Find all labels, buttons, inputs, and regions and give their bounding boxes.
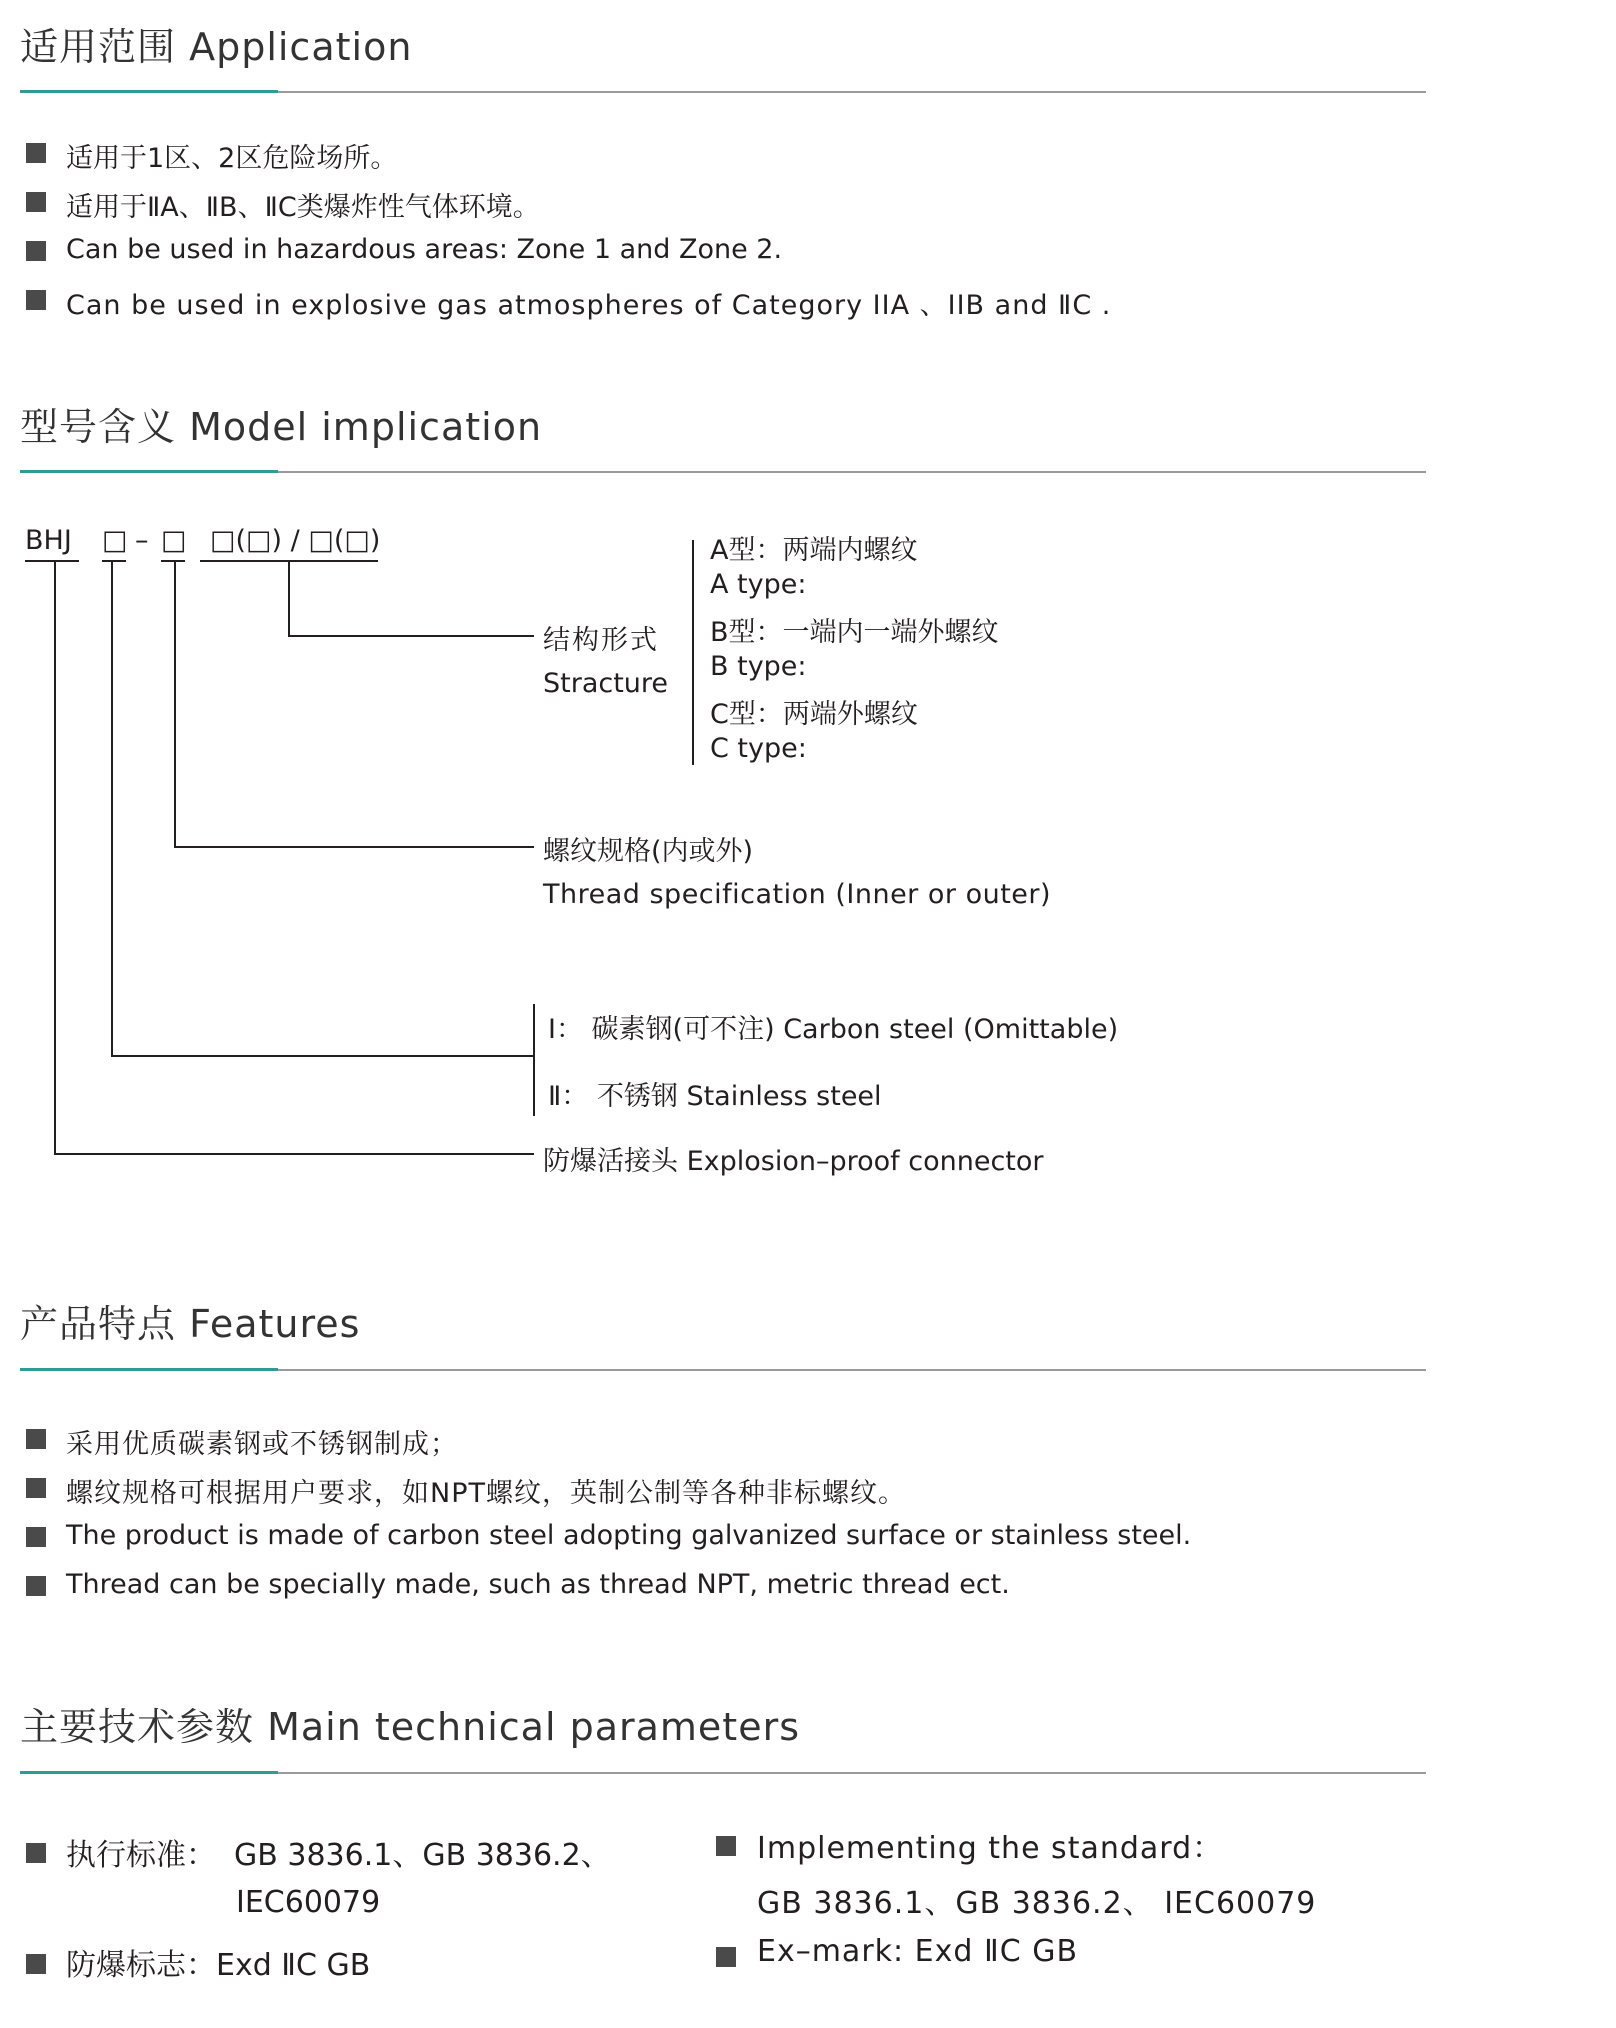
connector-line: [111, 562, 113, 1056]
bullet-icon: [716, 1836, 736, 1856]
standard-en-label: Implementing the standard：: [757, 1831, 1224, 1866]
material-stainless-steel: Ⅱ： 不锈钢 Stainless steel: [548, 1081, 882, 1112]
bullet-icon: [26, 1954, 46, 1974]
connector-line: [288, 562, 290, 636]
type-b-cn: B型：一端内一端外螺纹: [710, 617, 999, 648]
params-title: 主要技术参数 Main technical parameters: [20, 1705, 800, 1749]
bullet-icon: [26, 143, 46, 163]
application-item-1: 适用于1区、2区危险场所。: [66, 143, 398, 174]
code-dash: –: [135, 525, 149, 556]
material-carbon-steel: Ⅰ： 碳素钢(可不注) Carbon steel (Omittable): [548, 1014, 1119, 1045]
type-b-en: B type:: [710, 651, 807, 682]
bullet-icon: [26, 1429, 46, 1449]
standard-cn-value-1: GB 3836.1、GB 3836.2、: [234, 1838, 611, 1873]
structure-label-cn: 结构形式: [543, 625, 659, 656]
section-accent: [20, 1771, 278, 1774]
code-underline: [161, 560, 185, 562]
application-title: 适用范围 Application: [20, 25, 413, 69]
bullet-icon: [26, 1478, 46, 1498]
section-accent: [20, 1368, 278, 1371]
thread-label-en: Thread specification (Inner or outer): [543, 879, 1052, 910]
connector-line: [54, 1153, 534, 1155]
code-box-material: □: [102, 525, 128, 556]
application-item-4: Can be used in explosive gas atmospheres of Category IIA 、IIB and ⅡC .: [66, 290, 1112, 321]
bullet-icon: [26, 241, 46, 261]
connector-label: 防爆活接头 Explosion–proof connector: [543, 1146, 1044, 1177]
features-item-2: 螺纹规格可根据用户要求，如NPT螺纹，英制公制等各种非标螺纹。: [66, 1478, 906, 1509]
type-a-en: A type:: [710, 569, 807, 600]
standard-en-value: GB 3836.1、GB 3836.2、 IEC60079: [757, 1886, 1317, 1921]
code-box-structure: □(□) / □(□): [210, 525, 381, 556]
standard-cn-label: 执行标准：: [66, 1838, 216, 1873]
code-box-thread: □: [161, 525, 187, 556]
thread-label-cn: 螺纹规格(内或外): [543, 836, 754, 867]
type-a-cn: A型：两端内螺纹: [710, 535, 918, 566]
bracket-line: [533, 1004, 535, 1116]
application-item-2: 适用于ⅡA、ⅡB、ⅡC类爆炸性气体环境。: [66, 192, 540, 223]
structure-label-en: Stracture: [543, 668, 669, 699]
code-prefix: BHJ: [25, 525, 72, 556]
connector-line: [54, 562, 56, 1154]
bullet-icon: [26, 1843, 46, 1863]
type-c-cn: C型：两端外螺纹: [710, 699, 918, 730]
connector-line: [111, 1055, 535, 1057]
code-underline: [25, 560, 79, 562]
features-title: 产品特点 Features: [20, 1302, 361, 1346]
bullet-icon: [716, 1947, 736, 1967]
application-item-3: Can be used in hazardous areas: Zone 1 and Zone 2.: [66, 234, 783, 265]
bullet-icon: [26, 290, 46, 310]
bracket-line: [692, 540, 694, 765]
model-title: 型号含义 Model implication: [20, 405, 543, 449]
connector-line: [174, 562, 176, 847]
exmark-cn: 防爆标志：Exd ⅡC GB: [66, 1948, 371, 1983]
section-accent: [20, 90, 278, 93]
exmark-en: Ex–mark: Exd ⅡC GB: [757, 1934, 1079, 1969]
standard-cn-value-2: IEC60079: [236, 1885, 381, 1920]
bullet-icon: [26, 1576, 46, 1596]
features-item-4: Thread can be specially made, such as thread NPT, metric thread ect.: [66, 1569, 1010, 1600]
bullet-icon: [26, 1527, 46, 1547]
connector-line: [174, 846, 534, 848]
section-accent: [20, 470, 278, 473]
features-item-3: The product is made of carbon steel adopting galvanized surface or stainless steel.: [66, 1520, 1192, 1551]
code-underline: [102, 560, 126, 562]
connector-line: [288, 635, 534, 637]
bullet-icon: [26, 192, 46, 212]
type-c-en: C type:: [710, 733, 807, 764]
features-item-1: 采用优质碳素钢或不锈钢制成；: [66, 1429, 458, 1460]
